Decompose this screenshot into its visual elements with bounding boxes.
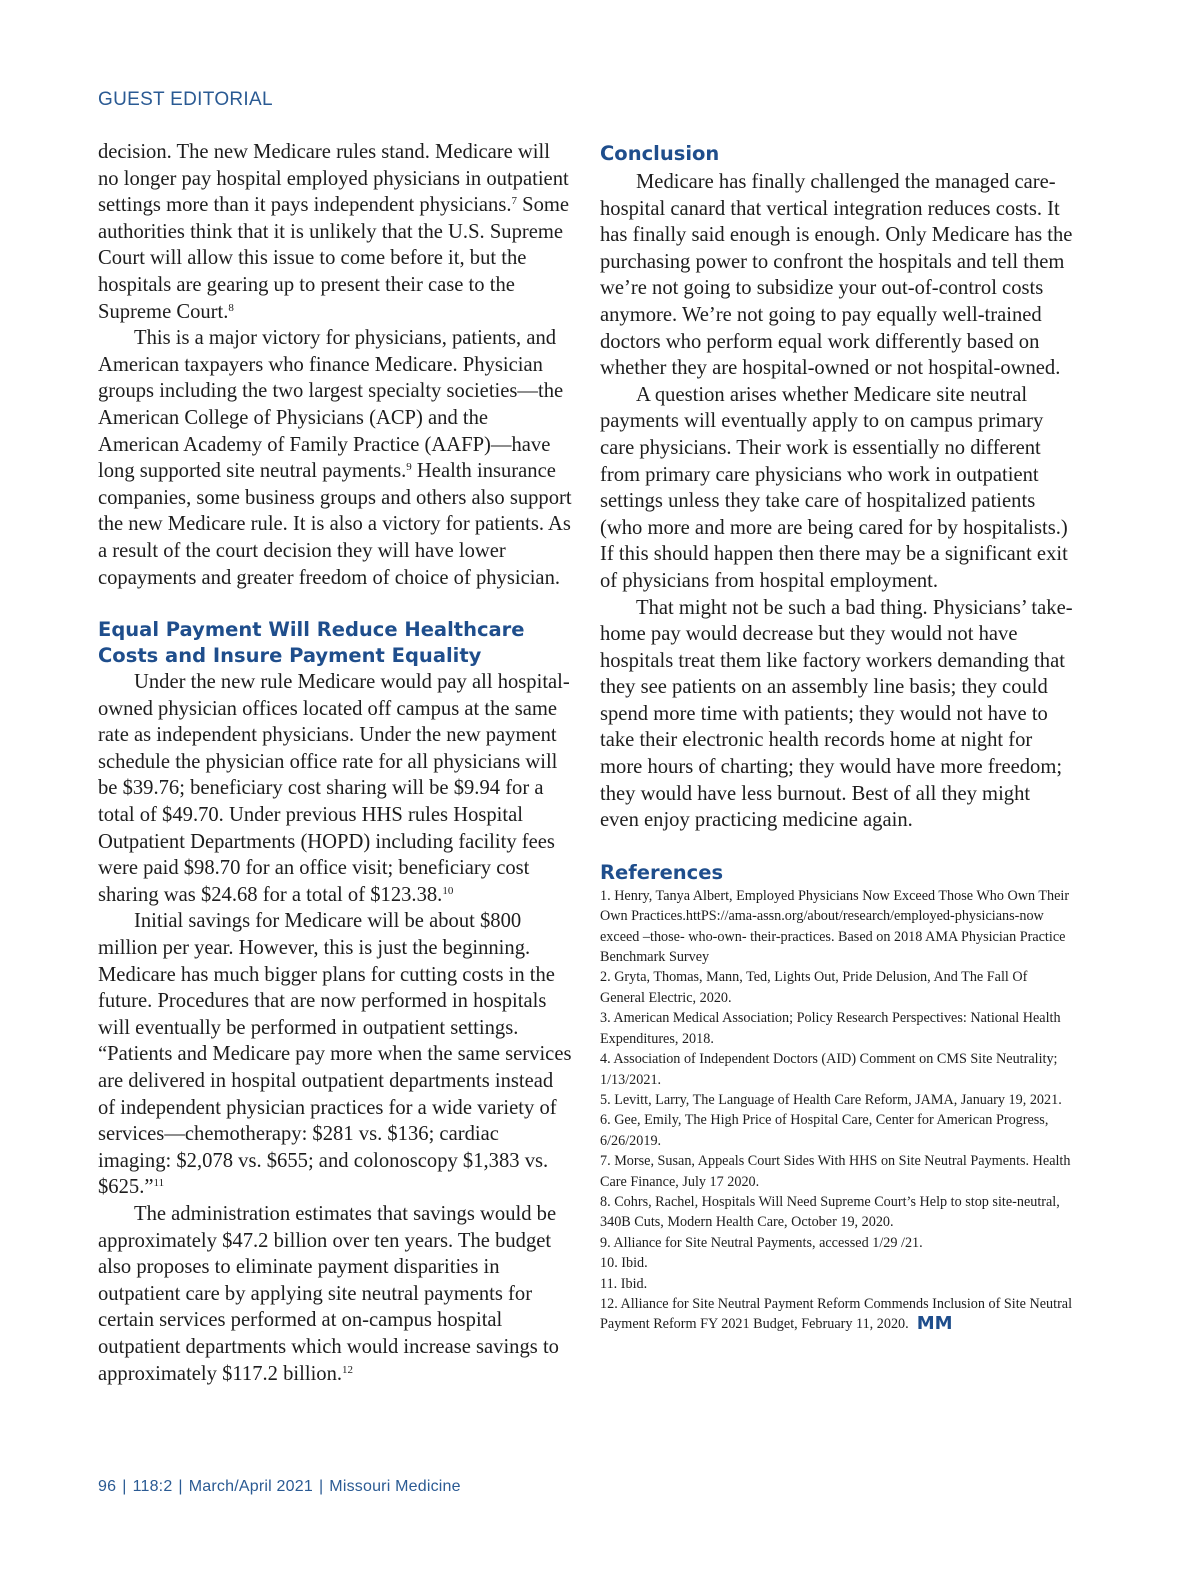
paragraph-text: Some authorities think that it is unlikely that the U.S. Supreme Court will allow this issue to come before it, but the hospitals are gearing up to present their case to the Supreme Court. bbox=[98, 194, 570, 323]
paragraph-text: decision. The new Medicare rules stand. Medicare will no longer pay hospital employed physicians in outpatient settings more than it pays independent physicians. bbox=[98, 141, 569, 217]
section-heading: Conclusion bbox=[600, 142, 720, 165]
reference-item: 2. Gryta, Thomas, Mann, Ted, Lights Out, Pride Delusion, And The Fall Of General Electric, 2020. bbox=[600, 969, 1028, 1006]
footnote-ref: 7 bbox=[511, 195, 518, 208]
paragraph: Medicare has finally challenged the managed care-hospital canard that vertical integration reduces costs. It has finally said enough is enough. Only Medicare has the purchasing power to confront the hospitals and tell them we’re not going to subsidize your out-of-control costs anymore. We’re not going to pay equally well-trained doctors who perform equal work differently based on whether they are hospital-owned or not hospital-owned. bbox=[600, 171, 1073, 380]
reference-item: 10. Ibid. bbox=[600, 1255, 648, 1272]
section-label: GUEST EDITORIAL bbox=[98, 89, 273, 110]
footer-separator: | bbox=[178, 1478, 183, 1495]
end-mark-logo: MM bbox=[916, 1313, 953, 1335]
reference-item: 12. Alliance for Site Neutral Payment Reform Commends Inclusion of Site Neutral Payment Reform FY 2021 Budget, February 11, 2020. bbox=[600, 1295, 1073, 1333]
page-footer bbox=[98, 1478, 461, 1496]
footnote-ref: 12 bbox=[342, 1363, 354, 1376]
issue-date: March/April 2021 bbox=[188, 1478, 313, 1495]
reference-item: 1. Henry, Tanya Albert, Employed Physicians Now Exceed Those Who Own Their Own Practices.httPS://ama-assn.org/about/research/employed-physicians-now exceed –those- who-own- their-practices. Based on 2018 AMA Physician Practice Benchmark Survey bbox=[600, 887, 1070, 966]
section-heading: Equal Payment Will Reduce Healthcare Costs and Insure Payment Equality bbox=[98, 618, 525, 668]
footnote-ref: 8 bbox=[228, 301, 234, 314]
footnote-ref: 10 bbox=[442, 884, 454, 897]
reference-item: 6. Gee, Emily, The High Price of Hospital Care, Center for American Progress, 6/26/2019. bbox=[600, 1112, 1049, 1149]
reference-item: 7. Morse, Susan, Appeals Court Sides With HHS on Site Neutral Payments. Health Care Finance, July 17 2020. bbox=[600, 1153, 1071, 1190]
reference-item: 9. Alliance for Site Neutral Payments, accessed 1/29 /21. bbox=[600, 1234, 923, 1251]
paragraph: That might not be such a bad thing. Physicians’ take-home pay would decrease but they would not have hospitals treat them like factory workers demanding that they see patients on an assembly line basis; they could spend more time with patients; they would not have to take their electronic health records home at night for more hours of charting; they would have more freedom; they would have less burnout. Best of all they might even enjoy practicing medicine again. bbox=[600, 596, 1073, 832]
reference-list bbox=[600, 886, 1074, 1335]
reference-item: 5. Levitt, Larry, The Language of Health Care Reform, JAMA, January 19, 2021. bbox=[600, 1091, 1062, 1108]
reference-item: 4. Association of Independent Doctors (AID) Comment on CMS Site Neutrality; 1/13/2021. bbox=[600, 1051, 1058, 1088]
paragraph bbox=[98, 139, 572, 325]
paragraph bbox=[98, 908, 572, 1201]
publication-name: Missouri Medicine bbox=[329, 1478, 461, 1495]
paragraph bbox=[98, 1201, 572, 1387]
paragraph-text: Health insurance companies, some business groups and others also support the new Medicare rule. It is also a victory for patients. As a result of the court decision they will have lower copayments and greater freedom of choice of physician. bbox=[98, 460, 572, 589]
footer-separator: | bbox=[122, 1478, 127, 1495]
footer-separator: | bbox=[318, 1478, 324, 1495]
reference-item: 8. Cohrs, Rachel, Hospitals Will Need Supreme Court’s Help to stop site-neutral, 340B Cuts, Modern Health Care, October 19, 2020. bbox=[600, 1193, 1060, 1231]
references-heading: References bbox=[600, 860, 724, 884]
paragraph: A question arises whether Medicare site neutral payments will eventually apply to on campus primary care physicians. Their work is essentially no different from primary care physicians who work in outpatient settings unless they take care of hospitalized patients (who more and more are being cared for by hospitalists.) If this should happen then there may be a significant exit of physicians from hospital employment. bbox=[600, 383, 1068, 592]
reference-item-last bbox=[600, 1294, 1074, 1335]
paragraph-text: This is a major victory for physicians, patients, and American taxpayers who finance Medicare. Physician groups including the two largest specialty societies—the American College of Physicians (ACP) and the American Academy of Family Practice (AAFP)—have long supported site neutral payments. bbox=[98, 327, 564, 483]
paragraph-text: Initial savings for Medicare will be about $800 million per year. However, this is just the beginning. Medicare has much bigger plans for cutting costs in the future. Procedures that are now performed in hospitals will eventually be performed in outpatient settings. “Patients and Medicare pay more when the same services are delivered in hospital outpatient departments instead of independent physician practices for a wide variety of services—chemotherapy: $281 vs. $136; cardiac imaging: $2,078 vs. $655; and colonoscopy $1,383 vs. $625.” bbox=[98, 910, 572, 1199]
paragraph bbox=[98, 325, 572, 591]
paragraph-text: The administration estimates that savings would be approximately $47.2 billion over ten years. The budget also proposes to eliminate payment disparities in outpatient care by applying site neutral payments for certain services performed at on-campus hospital outpatient departments which would increase savings to approximately $117.2 billion. bbox=[98, 1202, 559, 1385]
footnote-ref: 9 bbox=[406, 461, 412, 474]
footnote-ref: 11 bbox=[153, 1177, 165, 1190]
right-column bbox=[600, 139, 1074, 1335]
paragraph bbox=[98, 669, 572, 908]
page-number: 96 bbox=[98, 1478, 117, 1495]
issue-number: 118:2 bbox=[132, 1478, 173, 1495]
left-column bbox=[98, 139, 572, 1387]
reference-item: 11. Ibid. bbox=[600, 1275, 648, 1292]
paragraph-text: Under the new rule Medicare would pay all hospital-owned physician offices located off campus at the same rate as independent physicians. Under the new payment schedule the physician office rate for all physicians will be $39.76; beneficiary cost sharing will be $9.94 for a total of $49.70. Under previous HHS rules Hospital Outpatient Departments (HOPD) including facility fees were paid $98.70 for an office visit; beneficiary cost sharing was $24.68 for a total of $123.38. bbox=[98, 671, 570, 906]
reference-item: 3. American Medical Association; Policy Research Perspectives: National Health Expenditures, 2018. bbox=[600, 1010, 1061, 1047]
